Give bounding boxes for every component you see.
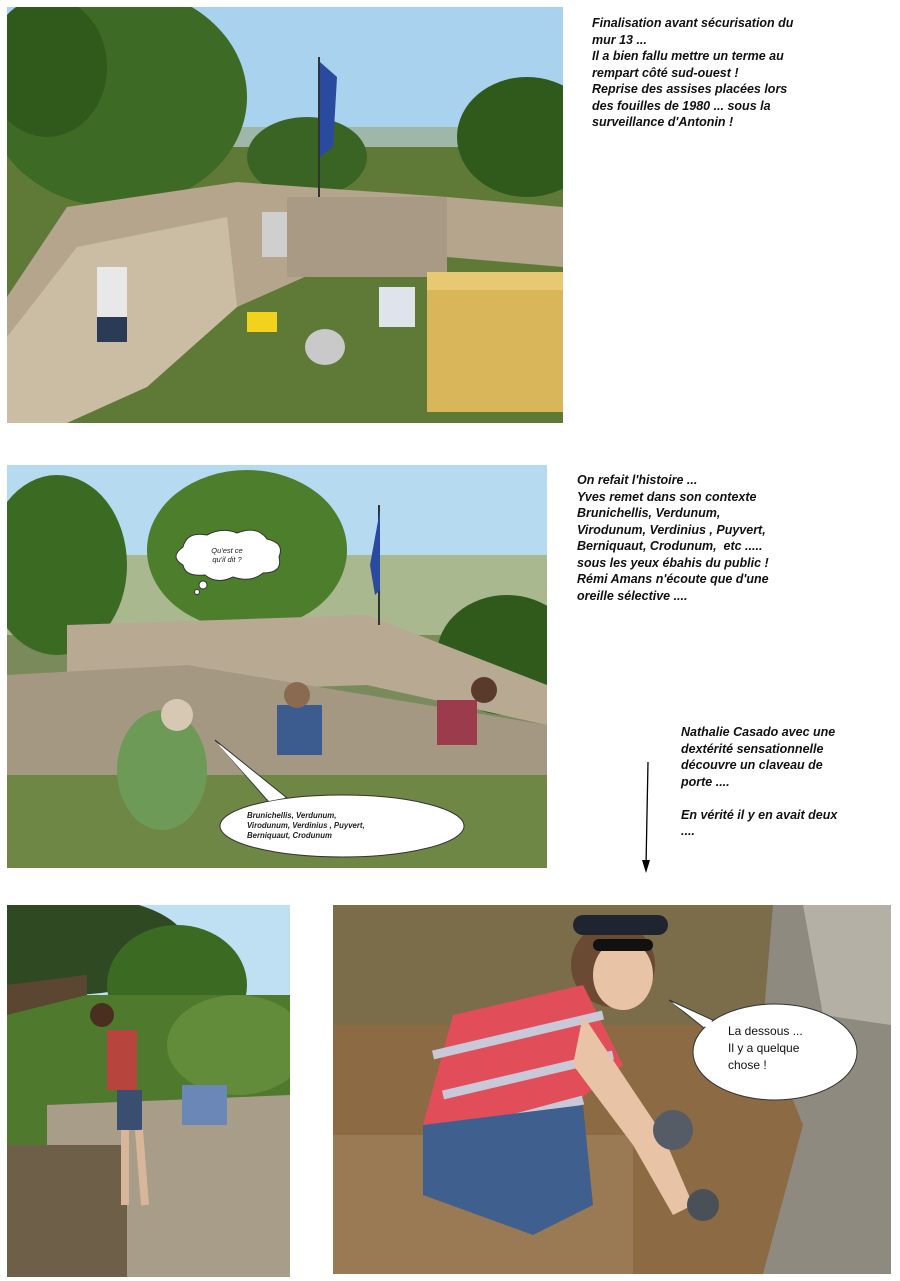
bubble-question-line: qu'il dit ? xyxy=(212,555,242,564)
caption-line: Reprise des assises placées lors xyxy=(592,82,788,96)
caption-line: Nathalie Casado avec une xyxy=(681,725,836,739)
caption-line: .... xyxy=(681,824,695,838)
bubble-names-line: Virodunum, Verdinius , Puyvert, xyxy=(247,821,365,830)
bubble-below-line: La dessous ... xyxy=(728,1023,803,1038)
caption-history xyxy=(577,472,769,604)
caption-line: Finalisation avant sécurisation du xyxy=(592,16,794,30)
bubble-names-line: Berniquaut, Crodunum xyxy=(247,831,332,840)
caption-line: sous les yeux ébahis du public ! xyxy=(577,555,769,570)
bubble-below-line: chose ! xyxy=(728,1057,767,1072)
photo-woman-wall-edge xyxy=(7,905,290,1277)
caption-line: En vérité il y en avait deux xyxy=(681,807,838,822)
down-arrow-icon xyxy=(640,762,654,874)
caption-line: Brunichellis, Verdunum, xyxy=(577,506,721,520)
bubble-below-line: Il y a quelque xyxy=(728,1040,800,1055)
speech-bubble-names xyxy=(207,738,467,860)
caption-line: Il a bien fallu mettre un terme au xyxy=(592,49,784,63)
caption-line: Yves remet dans son contexte xyxy=(577,489,757,504)
caption-line: dextérité sensationnelle xyxy=(681,741,824,756)
bubble-question-line: Qu'est ce xyxy=(211,546,243,555)
caption-line: Virodunum, Verdinius , Puyvert, xyxy=(577,522,766,537)
caption-line: découvre un claveau de xyxy=(681,758,823,772)
speech-bubble-below xyxy=(665,996,861,1104)
caption-line: Rémi Amans n'écoute que d'une xyxy=(577,572,769,586)
caption-line: On refait l'histoire ... xyxy=(577,473,698,487)
caption-line: porte .... xyxy=(681,774,730,789)
caption-line: oreille sélective .... xyxy=(577,588,688,603)
caption-line xyxy=(681,790,837,807)
caption-line: rempart côté sud-ouest ! xyxy=(592,65,739,80)
caption-wall-13 xyxy=(592,15,793,131)
caption-line: des fouilles de 1980 ... sous la xyxy=(592,98,771,113)
caption-nathalie xyxy=(681,724,837,840)
speech-bubble-question xyxy=(167,527,287,597)
caption-line: mur 13 ... xyxy=(592,32,647,47)
photo-wall-13-rampart xyxy=(7,7,563,423)
caption-line: surveillance d'Antonin ! xyxy=(592,115,734,129)
caption-line: Berniquaut, Crodunum, etc ..... xyxy=(577,539,763,553)
bubble-names-line: Brunichellis, Verdunum, xyxy=(247,811,337,820)
